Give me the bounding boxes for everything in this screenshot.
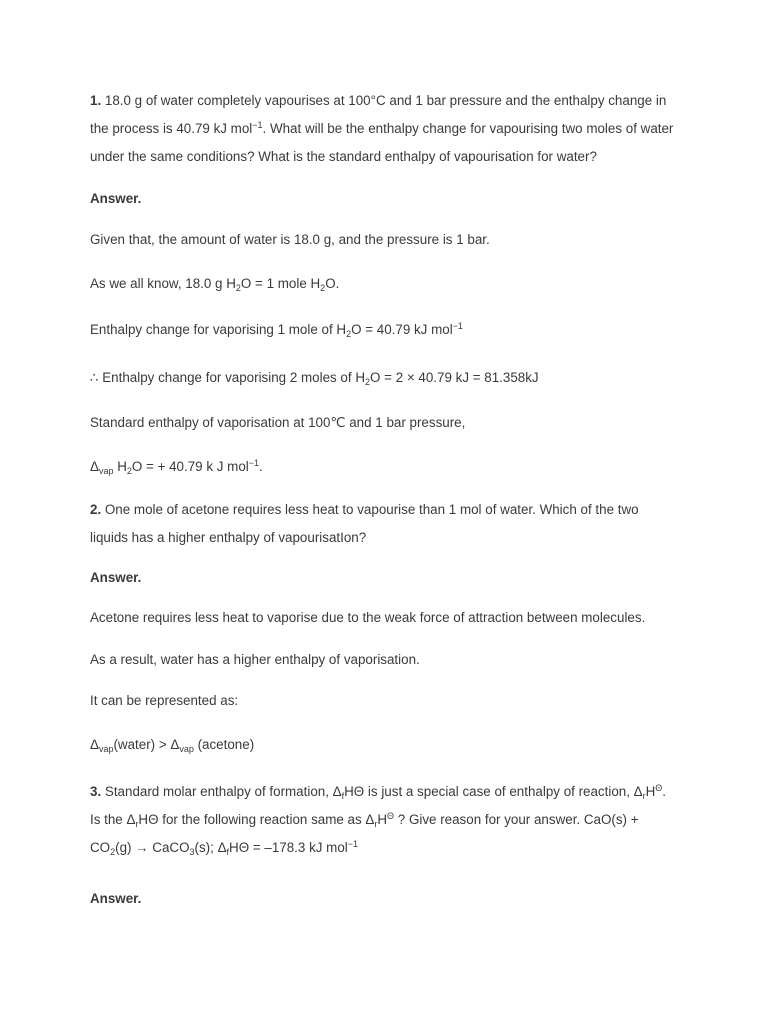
subscript: f xyxy=(226,847,230,857)
text-run: HΘ is just a special case of enthalpy of reaction, Δ xyxy=(344,784,643,799)
question-3-number: 3. xyxy=(90,784,102,799)
subscript: r xyxy=(374,819,378,829)
text-run: H xyxy=(645,784,656,799)
subscript: r xyxy=(642,791,646,801)
superscript: −1 xyxy=(252,120,263,130)
answer-1-standard: Standard enthalpy of vaporisation at 100℃ and 1 bar pressure, xyxy=(90,415,466,430)
text-run: Δ xyxy=(90,737,99,752)
answer-1-two-moles xyxy=(90,368,680,388)
text-run: H xyxy=(113,459,127,474)
text-run: O. xyxy=(325,276,340,291)
answer-2-line-3: It can be represented as: xyxy=(90,693,239,708)
text-run: O = 1 mole H xyxy=(240,276,321,291)
text-run: ∴ Enthalpy change for vaporising 2 moles of H xyxy=(90,370,365,385)
answer-2-relation xyxy=(90,735,680,755)
answer-1-given: Given that, the amount of water is 18.0 g, and the pressure is 1 bar. xyxy=(90,232,490,247)
subscript: r xyxy=(135,819,139,829)
text-run: ? Give reason for your answer. CaO(s) + CO xyxy=(90,812,639,855)
subscript: 2 xyxy=(110,847,116,857)
text-run: HΘ = –178.3 kJ mol xyxy=(229,840,348,855)
answer-1-one-mole xyxy=(90,320,680,340)
answer-1-known xyxy=(90,274,680,294)
text-run: HΘ for the following reaction same as Δ xyxy=(138,812,375,827)
text-run: (s); Δ xyxy=(194,840,227,855)
subscript: vap xyxy=(98,744,114,754)
text-run: H xyxy=(377,812,388,827)
text-run: . Is the Δ xyxy=(90,784,667,827)
question-1-number: 1. xyxy=(90,93,102,108)
answer-2-label: Answer. xyxy=(90,570,142,585)
question-1 xyxy=(90,87,680,171)
subscript: vap xyxy=(179,744,194,754)
text-run: O = 40.79 kJ mol xyxy=(351,322,453,337)
answer-2-line-1: Acetone requires less heat to vaporise due to the weak force of attraction between molecules. xyxy=(90,610,646,625)
text-run: Δ xyxy=(90,459,99,474)
subscript: vap xyxy=(98,466,114,476)
answer-2-line-2: As a result, water has a higher enthalpy of vaporisation. xyxy=(90,652,420,667)
text-run: (acetone) xyxy=(193,737,255,752)
text-run: (water) > Δ xyxy=(113,737,180,752)
question-2-number: 2. xyxy=(90,502,102,517)
question-1-text-part-a: 18.0 g of water completely vapourises at 100°C and 1 bar pressure and the enthalpy change in the process is 40.79 kJ mol xyxy=(90,93,667,136)
text-run: As we all know, 18.0 g H xyxy=(90,276,236,291)
superscript: −1 xyxy=(347,839,359,849)
answer-3-label: Answer. xyxy=(90,891,142,906)
subscript: 2 xyxy=(365,377,371,387)
answer-1-label: Answer. xyxy=(90,191,142,206)
text-run: O = 2 × 40.79 kJ = 81.358kJ xyxy=(370,370,539,385)
subscript: f xyxy=(341,791,345,801)
question-2 xyxy=(90,496,680,552)
question-3 xyxy=(90,778,680,862)
text-run: . xyxy=(259,459,263,474)
answer-1-delta-vap xyxy=(90,457,680,477)
question-2-text: One mole of acetone requires less heat to vapourise than 1 mol of water. Which of the two liquids has a higher enthalpy of vapourisatIon? xyxy=(90,502,639,545)
superscript: −1 xyxy=(248,458,260,468)
subscript: 2 xyxy=(346,329,352,339)
text-run: Enthalpy change for vaporising 1 mole of H xyxy=(90,322,347,337)
subscript: 2 xyxy=(320,283,326,293)
text-run: (g) → CaCO xyxy=(115,840,190,855)
subscript: 2 xyxy=(126,466,132,476)
subscript: 3 xyxy=(189,847,195,857)
superscript: Θ xyxy=(387,811,395,821)
text-run: O = + 40.79 k J mol xyxy=(131,459,249,474)
superscript: Θ xyxy=(655,783,663,793)
superscript: −1 xyxy=(452,321,463,331)
text-run: Standard molar enthalpy of formation, Δ xyxy=(101,784,342,799)
question-1-text-part-b: . What will be the enthalpy change for vapourising two moles of water under the same conditions? What is the standard enthalpy of vapourisation for water? xyxy=(90,121,674,164)
subscript: 2 xyxy=(235,283,241,293)
